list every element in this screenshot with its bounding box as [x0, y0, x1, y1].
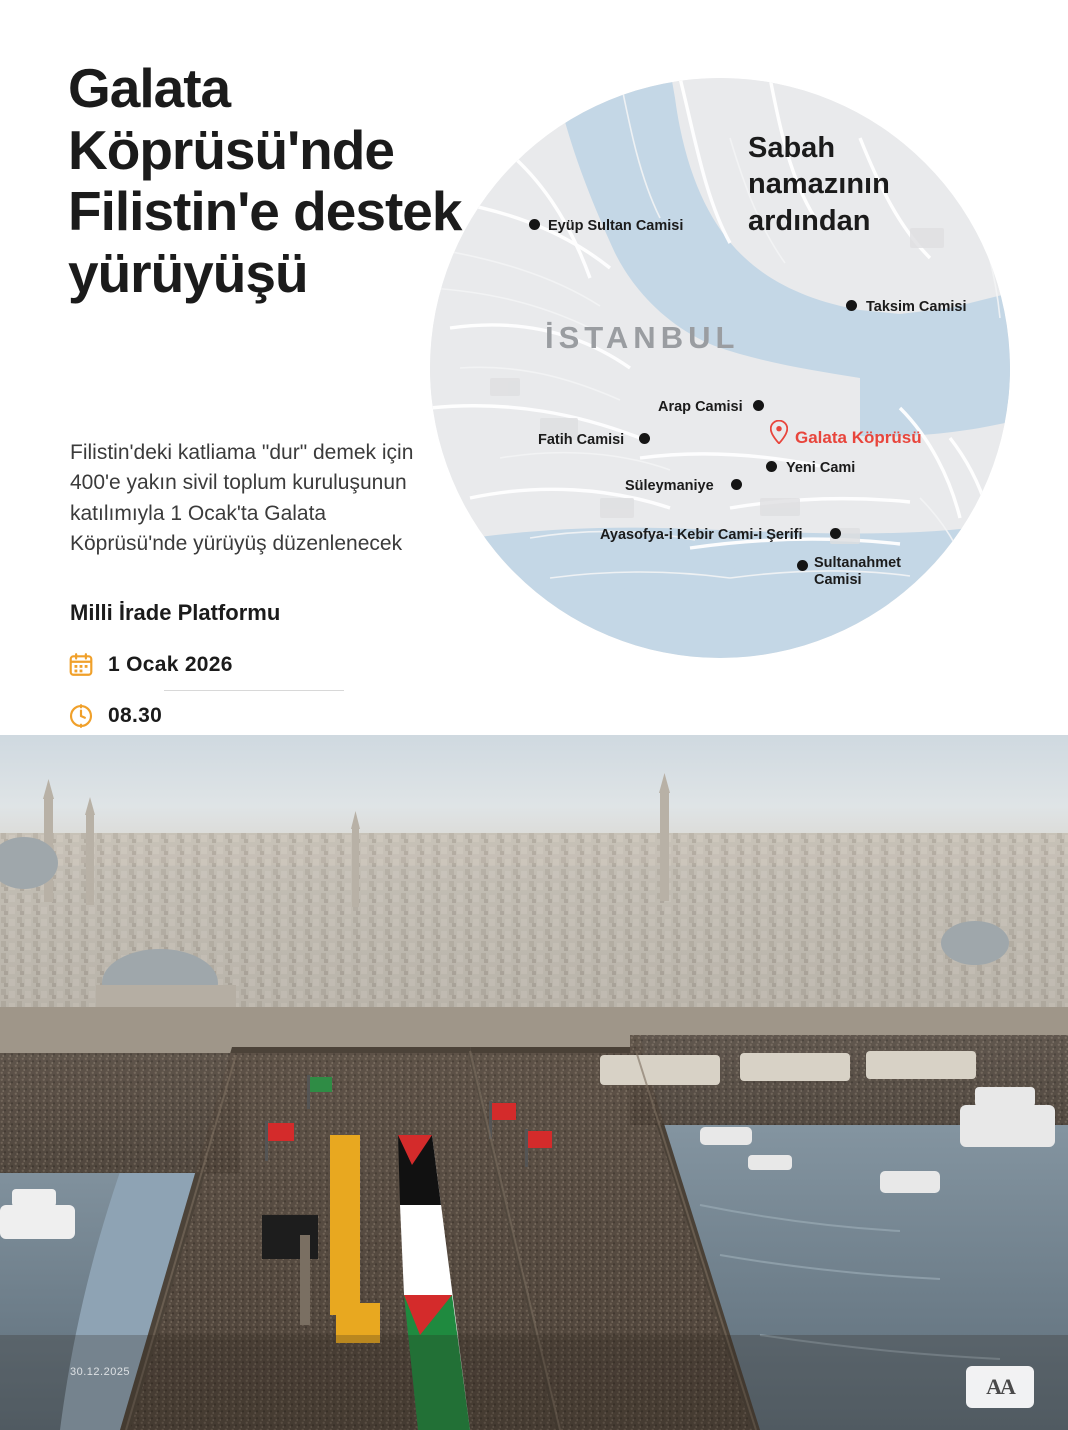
- map-label-taksim: Taksim Camisi: [866, 299, 967, 315]
- map-label-eyup: Eyüp Sultan Camisi: [548, 218, 684, 234]
- organizer-name: Milli İrade Platformu: [70, 600, 281, 625]
- crowd-photo-graphic: [0, 735, 1068, 1430]
- crowd-photo: [0, 735, 1068, 1430]
- map-label-fatih: Fatih Camisi: [538, 432, 625, 448]
- map-dot-taksim: [846, 300, 857, 311]
- agency-logo: [966, 1366, 1034, 1408]
- description-text: Filistin'deki katliama "dur" demek için 400'e yakın sivil toplum kuruluşunun katılımıyla 1 Ocak'ta Galata Köprüsü'nde yürüyüş düzenlenecek: [70, 441, 414, 556]
- calendar-icon: [68, 652, 94, 678]
- map-dot-sultanahmet: [797, 560, 808, 571]
- map-label-yeni-cami: Yeni Cami: [786, 460, 856, 476]
- map-label-sultanahmet: Sultanahmet Camisi: [814, 555, 902, 589]
- map-label-ayasofya: Ayasofya-i Kebir Cami-i Şerifi: [600, 527, 803, 543]
- map-pin-galata-icon: [770, 420, 788, 444]
- map-label-suleymaniye: Süleymaniye: [625, 478, 714, 494]
- agency-logo-text: AA: [986, 1374, 1014, 1399]
- map-dot-yeni-cami: [766, 461, 777, 472]
- map-dot-suleymaniye: [731, 479, 742, 490]
- clock-icon: [68, 703, 94, 729]
- event-date-row: [64, 640, 394, 690]
- map-dot-ayasofya: [830, 528, 841, 539]
- map-dot-fatih: [639, 433, 650, 444]
- event-date-label: 1 Ocak 2026: [108, 653, 233, 676]
- map-label-arap: Arap Camisi: [658, 399, 743, 415]
- map-city-label: İSTANBUL: [545, 320, 740, 355]
- event-time-label: 08.30: [108, 704, 163, 727]
- map-dot-eyup: [529, 219, 540, 230]
- date-stamp: 30.12.2025: [70, 1366, 131, 1378]
- map-label-galata-koprusu: Galata Köprüsü: [795, 428, 922, 447]
- map-title: Sabah namazının ardından: [748, 132, 890, 237]
- map-dot-arap: [753, 400, 764, 411]
- event-time-row: [64, 691, 394, 741]
- page-title: Galata Köprüsü'nde Filistin'e destek yürüyüşü: [68, 57, 462, 304]
